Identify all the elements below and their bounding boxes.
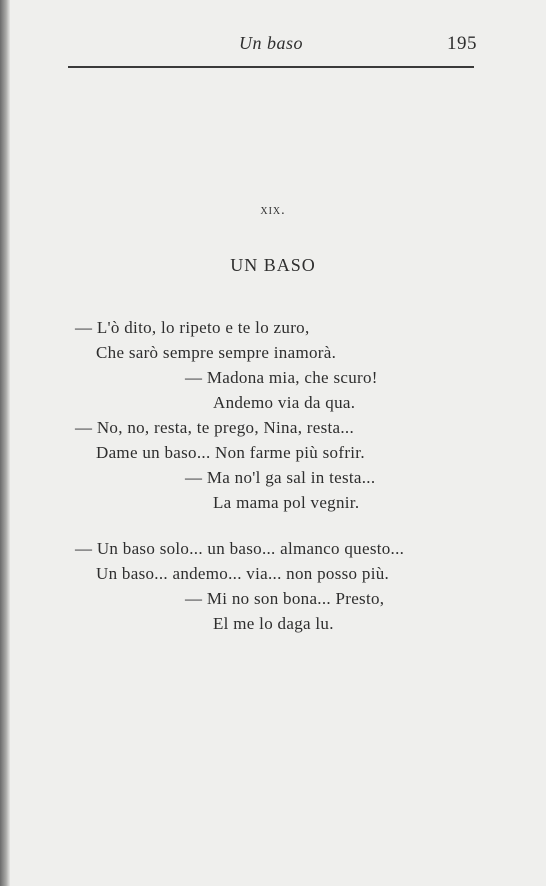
- verse-line: El me lo daga lu.: [213, 614, 334, 633]
- verse-line: — Mi no son bona... Presto,: [185, 589, 385, 608]
- header-rule: [68, 66, 474, 68]
- poem-title: UN BASO: [230, 255, 316, 275]
- verse-line: Che sarò sempre sempre inamorà.: [96, 343, 337, 362]
- running-title: Un baso: [239, 33, 304, 53]
- page-number: 195: [447, 33, 477, 54]
- verse-line: — No, no, resta, te prego, Nina, resta...: [75, 418, 355, 437]
- verse-line: — Un baso solo... un baso... almanco questo...: [75, 539, 405, 558]
- verse-line: La mama pol vegnir.: [213, 493, 360, 512]
- verse-line: — Madona mia, che scuro!: [185, 368, 378, 387]
- page-header: [0, 0, 546, 70]
- section-number: xix.: [260, 203, 286, 218]
- verse-line: — L'ò dito, lo ripeto e te lo zuro,: [75, 318, 310, 337]
- verse-line: — Ma no'l ga sal in testa...: [185, 468, 376, 487]
- verse-line: Andemo via da qua.: [213, 393, 356, 412]
- verse-line: Un baso... andemo... via... non posso più.: [96, 564, 390, 583]
- verse-line: Dame un baso... Non farme più sofrir.: [96, 443, 365, 462]
- page-edge-shadow: [0, 0, 10, 886]
